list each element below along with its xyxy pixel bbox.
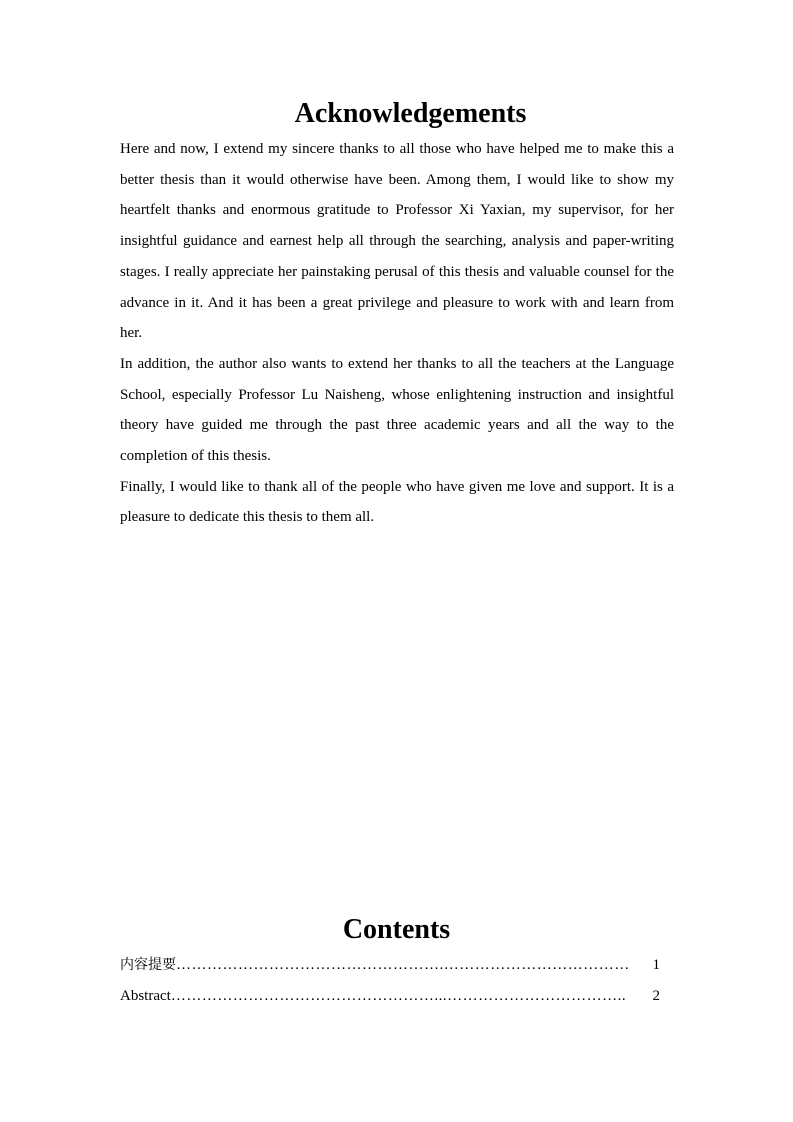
toc-entry-abstract[interactable]: [120, 981, 660, 1012]
acknowledgements-title: Acknowledgements: [294, 98, 527, 129]
acknowledgements-paragraph-2: In addition, the author also wants to extend her thanks to all the teachers at the Language School, especially Professor Lu Naisheng, whose enlightening instruction and insightful theory have guided me through the past three academic years and all the way to the completion of this thesis.: [120, 355, 674, 465]
toc-entry-label: Abstract: [120, 988, 171, 1004]
toc-entry-label: 内容提要: [120, 957, 176, 973]
toc-entry-summary[interactable]: [120, 950, 660, 981]
toc-leader-dots: ……………………………………………...……………………………..: [170, 988, 627, 1004]
acknowledgements-body: [120, 134, 674, 533]
toc-page-number: 1: [652, 957, 660, 973]
contents-title: Contents: [342, 914, 451, 945]
toc-page-number: 2: [652, 988, 660, 1004]
table-of-contents: [120, 950, 660, 1012]
acknowledgements-paragraph-1: Here and now, I extend my sincere thanks to all those who have helped me to make this a better thesis than it would otherwise have been. Among them, I would like to show my heartfelt thanks and enormous gratitude to Professor Xi Yaxian, my supervisor, for her insightful guidance and earnest help all through the searching, analysis and paper-writing stages. I really appreciate her painstaking perusal of this thesis and valuable counsel for the advance in it. And it has been a great privilege and pleasure to work with and learn from her.: [120, 141, 674, 342]
toc-leader-dots: …………………………………………….………………………………: [176, 957, 630, 973]
acknowledgements-paragraph-3: Finally, I would like to thank all of the people who have given me love and support. It is a pleasure to dedicate this thesis to them all.: [120, 478, 674, 526]
